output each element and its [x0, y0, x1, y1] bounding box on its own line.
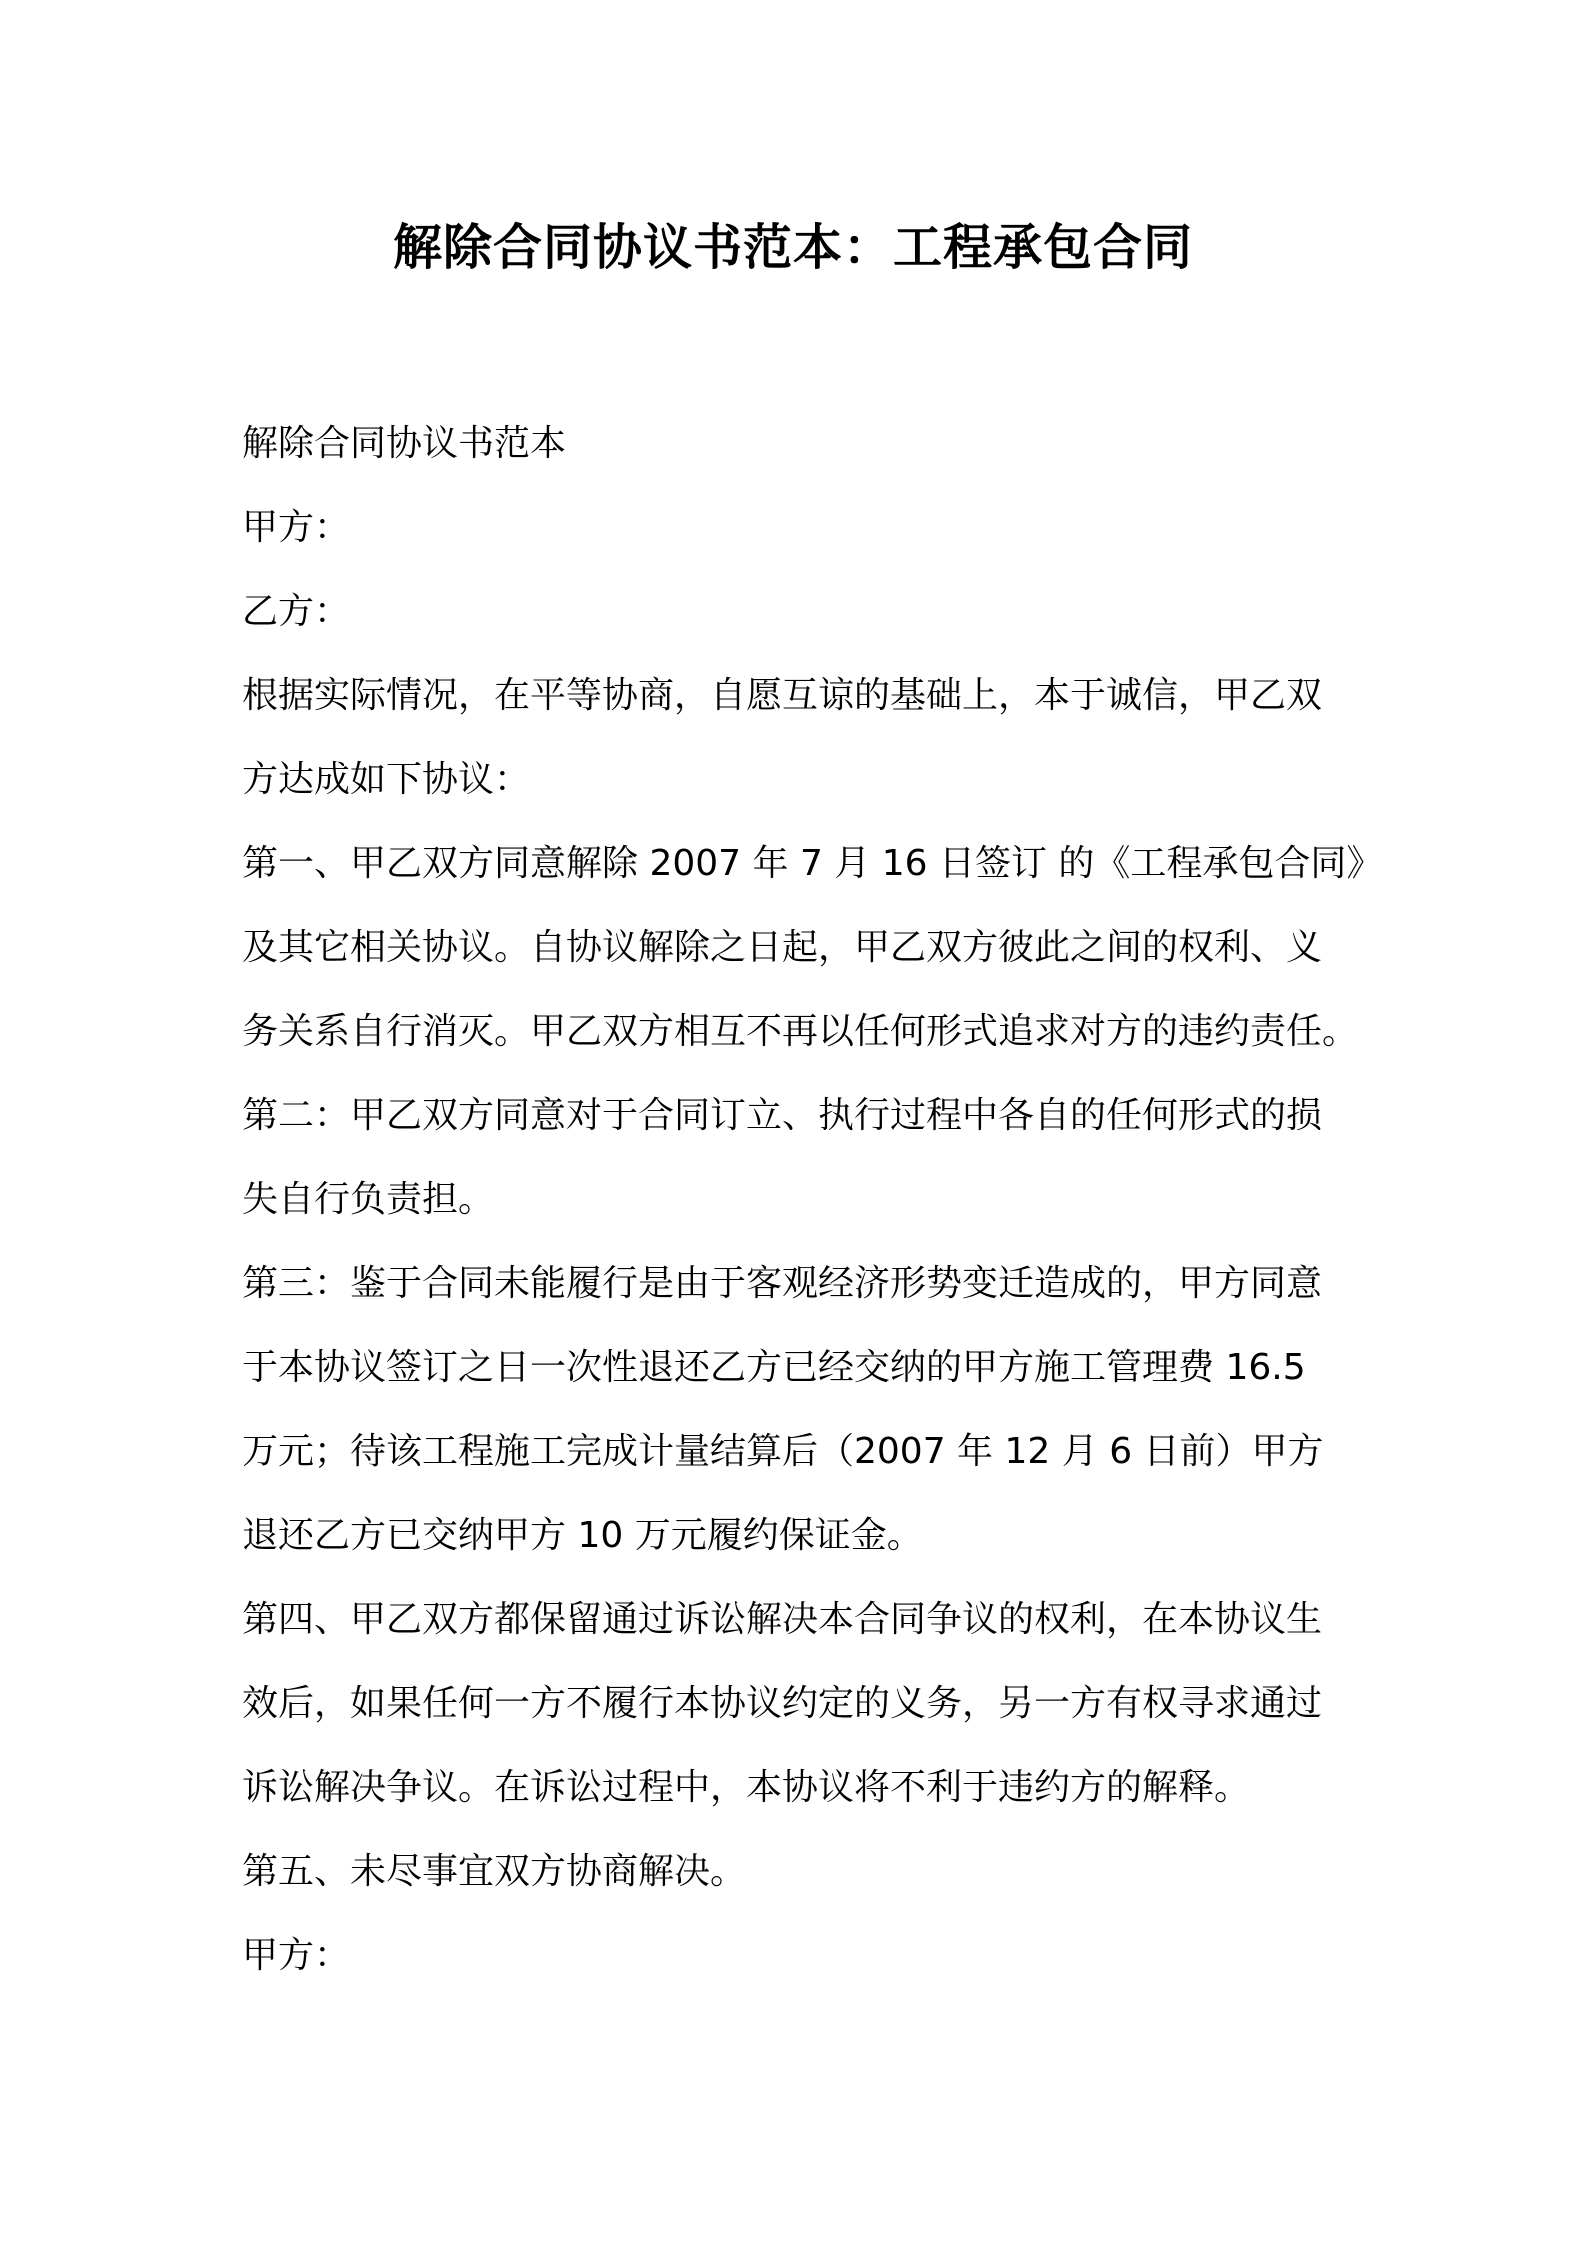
clause-3-line: 退还乙方已交纳甲方 10 万元履约保证金。 [242, 1515, 923, 1556]
clause-4-line: 诉讼解决争议。在诉讼过程中，本协议将不利于违约方的解释。 [242, 1767, 1251, 1808]
document-body [242, 402, 1383, 1998]
clause-1-line: 及其它相关协议。自协议解除之日起，甲乙双方彼此之间的权利、义 [242, 927, 1323, 968]
clause-3-line: 万元；待该工程施工完成计量结算后（2007 年 12 月 6 日前）甲方 [242, 1431, 1324, 1472]
clause-2-line: 第二：甲乙双方同意对于合同订立、执行过程中各自的任何形式的损 [242, 1095, 1323, 1136]
clause-2-line: 失自行负责担。 [242, 1179, 495, 1220]
clause-1-line: 务关系自行消灭。甲乙双方相互不再以任何形式追求对方的违约责任。 [242, 1011, 1359, 1052]
preamble-line: 根据实际情况，在平等协商，自愿互谅的基础上，本于诚信，甲乙双 [242, 675, 1323, 716]
document-title: 解除合同协议书范本：工程承包合同 [392, 219, 1193, 276]
clause-3-line: 于本协议签订之日一次性退还乙方已经交纳的甲方施工管理费 16.5 [242, 1347, 1306, 1388]
signature-party-a-label: 甲方： [242, 1935, 351, 1976]
clause-4-line: 第四、甲乙双方都保留通过诉讼解决本合同争议的权利，在本协议生 [242, 1599, 1323, 1640]
clause-5-line: 第五、未尽事宜双方协商解决。 [242, 1851, 747, 1892]
clause-4-line: 效后，如果任何一方不履行本协议约定的义务，另一方有权寻求通过 [242, 1683, 1323, 1724]
clause-1-line: 第一、甲乙双方同意解除 2007 年 7 月 16 日签订 的《工程承包合同》 [242, 843, 1383, 884]
clause-3-line: 第三：鉴于合同未能履行是由于客观经济形势变迁造成的，甲方同意 [242, 1263, 1323, 1304]
subtitle-line: 解除合同协议书范本 [242, 423, 567, 464]
party-a-label: 甲方： [242, 507, 351, 548]
party-b-label: 乙方： [242, 591, 351, 632]
preamble-line: 方达成如下协议： [242, 759, 531, 800]
